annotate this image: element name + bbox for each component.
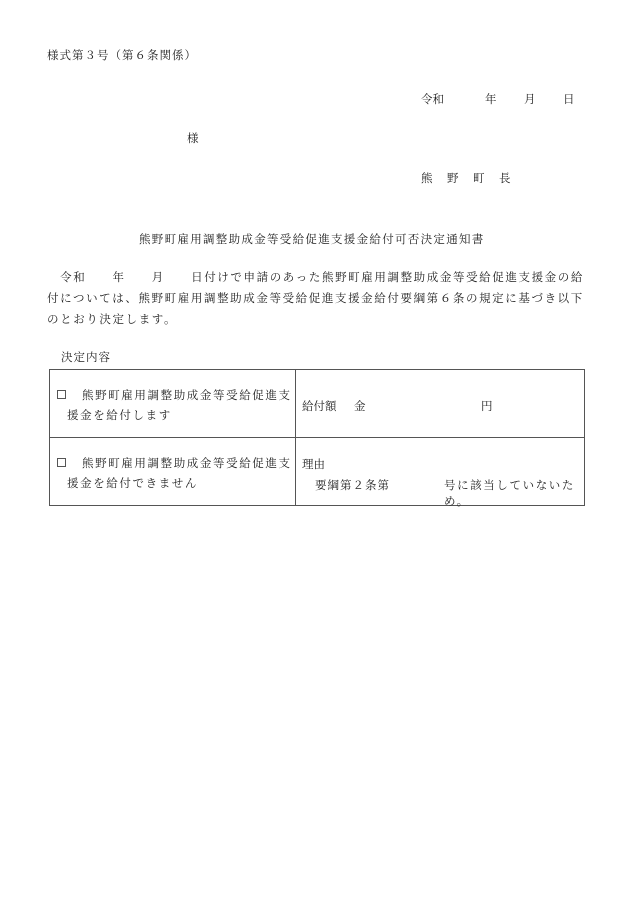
reason-cell — [296, 438, 584, 508]
sender-char: 野 — [447, 171, 459, 185]
sender-char: 長 — [499, 171, 511, 185]
option-grant-text-line2: 援金を給付します — [67, 408, 172, 422]
section-label-decision: 決定内容 — [61, 350, 111, 364]
reason-text-suffix: 号に該当していないため。 — [444, 478, 575, 508]
sender-char: 町 — [473, 171, 485, 185]
document-title: 熊野町雇用調整助成金等受給促進支援金給付可否決定通知書 — [139, 232, 485, 246]
option-grant-text-line1: 熊野町雇用調整助成金等受給促進支 — [82, 388, 292, 402]
sender-char: 熊 — [421, 171, 433, 185]
option-cell-deny — [50, 438, 296, 505]
checkbox-deny[interactable] — [57, 458, 66, 467]
option-deny-text-line1: 熊野町雇用調整助成金等受給促進支 — [82, 456, 292, 470]
date-day-unit: 日 — [563, 92, 575, 106]
decision-table — [49, 369, 585, 506]
date-month-unit: 月 — [524, 92, 536, 106]
option-cell-grant — [50, 370, 296, 437]
amount-input[interactable] — [372, 394, 476, 414]
date-era: 令和 — [421, 92, 444, 106]
body-line: 令和 年 月 日付けで申請のあった熊野町雇用調整助成金等受給促進支援金の給 — [47, 270, 584, 284]
body-line: のとおり決定します。 — [47, 312, 178, 326]
reason-item-input[interactable] — [400, 473, 444, 493]
amount-unit: 円 — [481, 399, 493, 413]
amount-label: 給付額 — [302, 399, 337, 413]
form-number: 様式第３号（第６条関係） — [47, 48, 197, 62]
reason-text-prefix: 要綱第２条第 — [315, 478, 390, 492]
reason-label: 理由 — [302, 457, 325, 471]
checkbox-grant[interactable] — [57, 390, 66, 399]
option-deny-text-line2: 援金を給付できません — [67, 476, 198, 490]
table-row-grant — [50, 370, 584, 438]
body-line: 付については、熊野町雇用調整助成金等受給促進支援金給付要綱第６条の規定に基づき以下 — [47, 291, 584, 305]
date-year-unit: 年 — [485, 92, 497, 106]
addressee-suffix: 様 — [187, 131, 199, 145]
table-row-deny — [50, 438, 584, 508]
amount-cell — [296, 370, 584, 437]
body-paragraph — [47, 267, 587, 330]
amount-prefix: 金 — [354, 399, 366, 413]
